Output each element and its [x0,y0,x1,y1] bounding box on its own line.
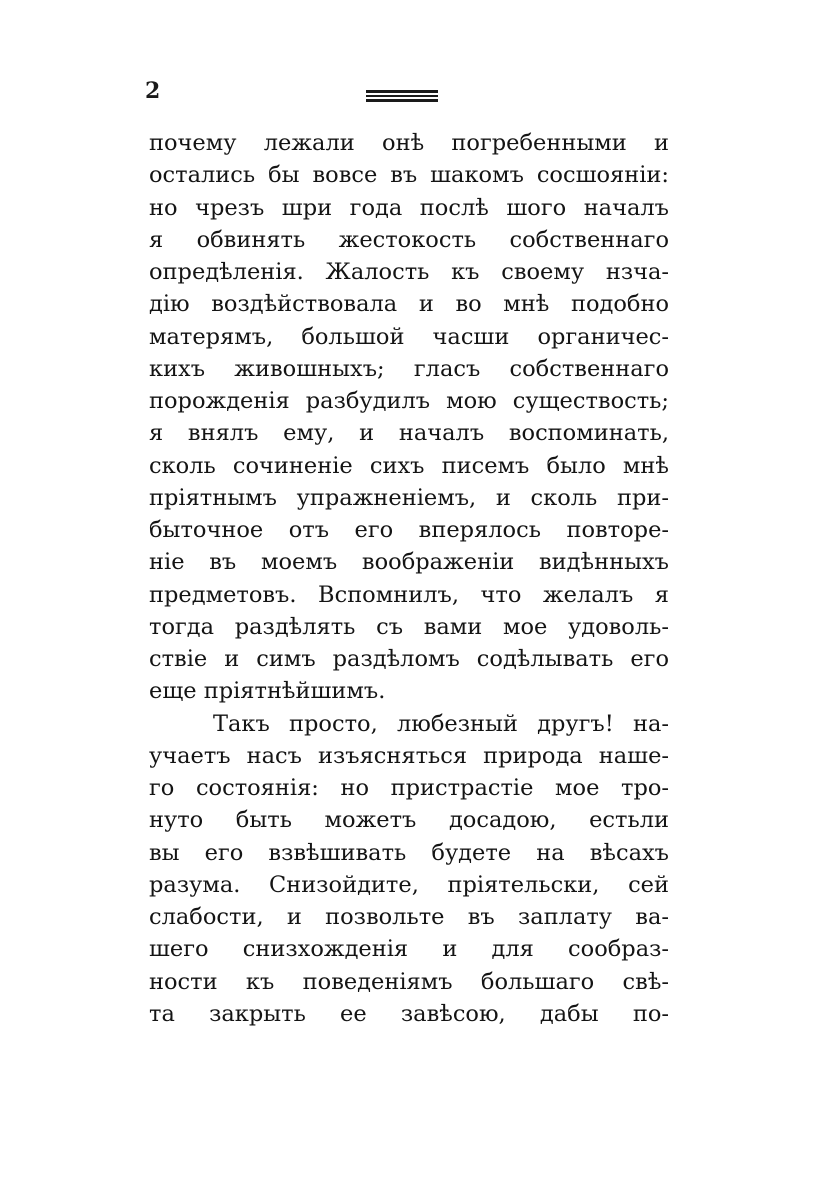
text-line: предметовъ. Вспомнилъ, что желалъ я [149,581,669,608]
text-line: опредѣленія. Жалость къ своему нзча- [149,259,669,285]
text-line: ніе въ моемъ воображеніи видѣнныхъ [149,549,669,576]
text-line: но чрезъ шри года послѣ шого началъ [149,194,669,221]
text-line: ности къ поведеніямъ большаго свѣ- [149,968,669,995]
text-line: тогда раздѣлять съ вами мое удоволь- [149,613,669,640]
text-line: слабости, и позвольте въ заплату ва- [149,904,669,930]
body-text [149,127,669,1030]
text-line: учаетъ насъ изъясняться природа наше- [149,742,669,769]
text-line: дію воздѣйствовала и во мнѣ подобно [149,291,669,318]
text-line: ствіе и симъ раздѣломъ содѣлывать его [149,646,669,672]
text-line: еще пріятнѣйшимъ. [149,678,386,705]
paragraph [149,708,669,1031]
ornament-bar [366,90,438,93]
text-line: сколь сочиненіе сихъ писемъ было мнѣ [149,452,669,479]
text-line: нуто быть можетъ досадою, естьли [149,807,669,834]
text-line: та закрыть ее завѣсою, дабы по- [149,1000,669,1027]
text-line: пріятнымъ упражненіемъ, и сколь при- [149,484,669,511]
text-line: Такъ просто, любезный другъ! на- [213,710,669,737]
text-line: порожденія разбудилъ мою существость; [149,388,669,414]
text-line: шего снизхожденія и для сообраз- [149,936,669,963]
header-ornament-rule [366,90,438,102]
text-line: кихъ живошныхъ; гласъ собственнаго [149,355,669,382]
paragraph [149,127,669,708]
ornament-bar [366,99,438,102]
text-line: остались бы вовсе въ шакомъ сосшояніи: [149,162,669,189]
text-line: быточное отъ его вперялось повторе- [149,517,669,543]
text-line: вы его взвѣшивать будете на вѣсахъ [149,839,669,866]
text-line: почему лежали онѣ погребенными и [149,130,669,156]
text-line: го состоянія: но пристрастіе мое тро- [149,775,669,801]
page-number: 2 [145,78,161,104]
ornament-bar [366,95,438,97]
text-line: я обвинять жестокость собственнаго [149,226,669,253]
text-line: матерямъ, большой часши органичес- [149,323,669,350]
text-line: разума. Снизойдите, пріятельски, сей [149,871,669,898]
text-line: я внялъ ему, и началъ воспоминать, [149,420,669,447]
